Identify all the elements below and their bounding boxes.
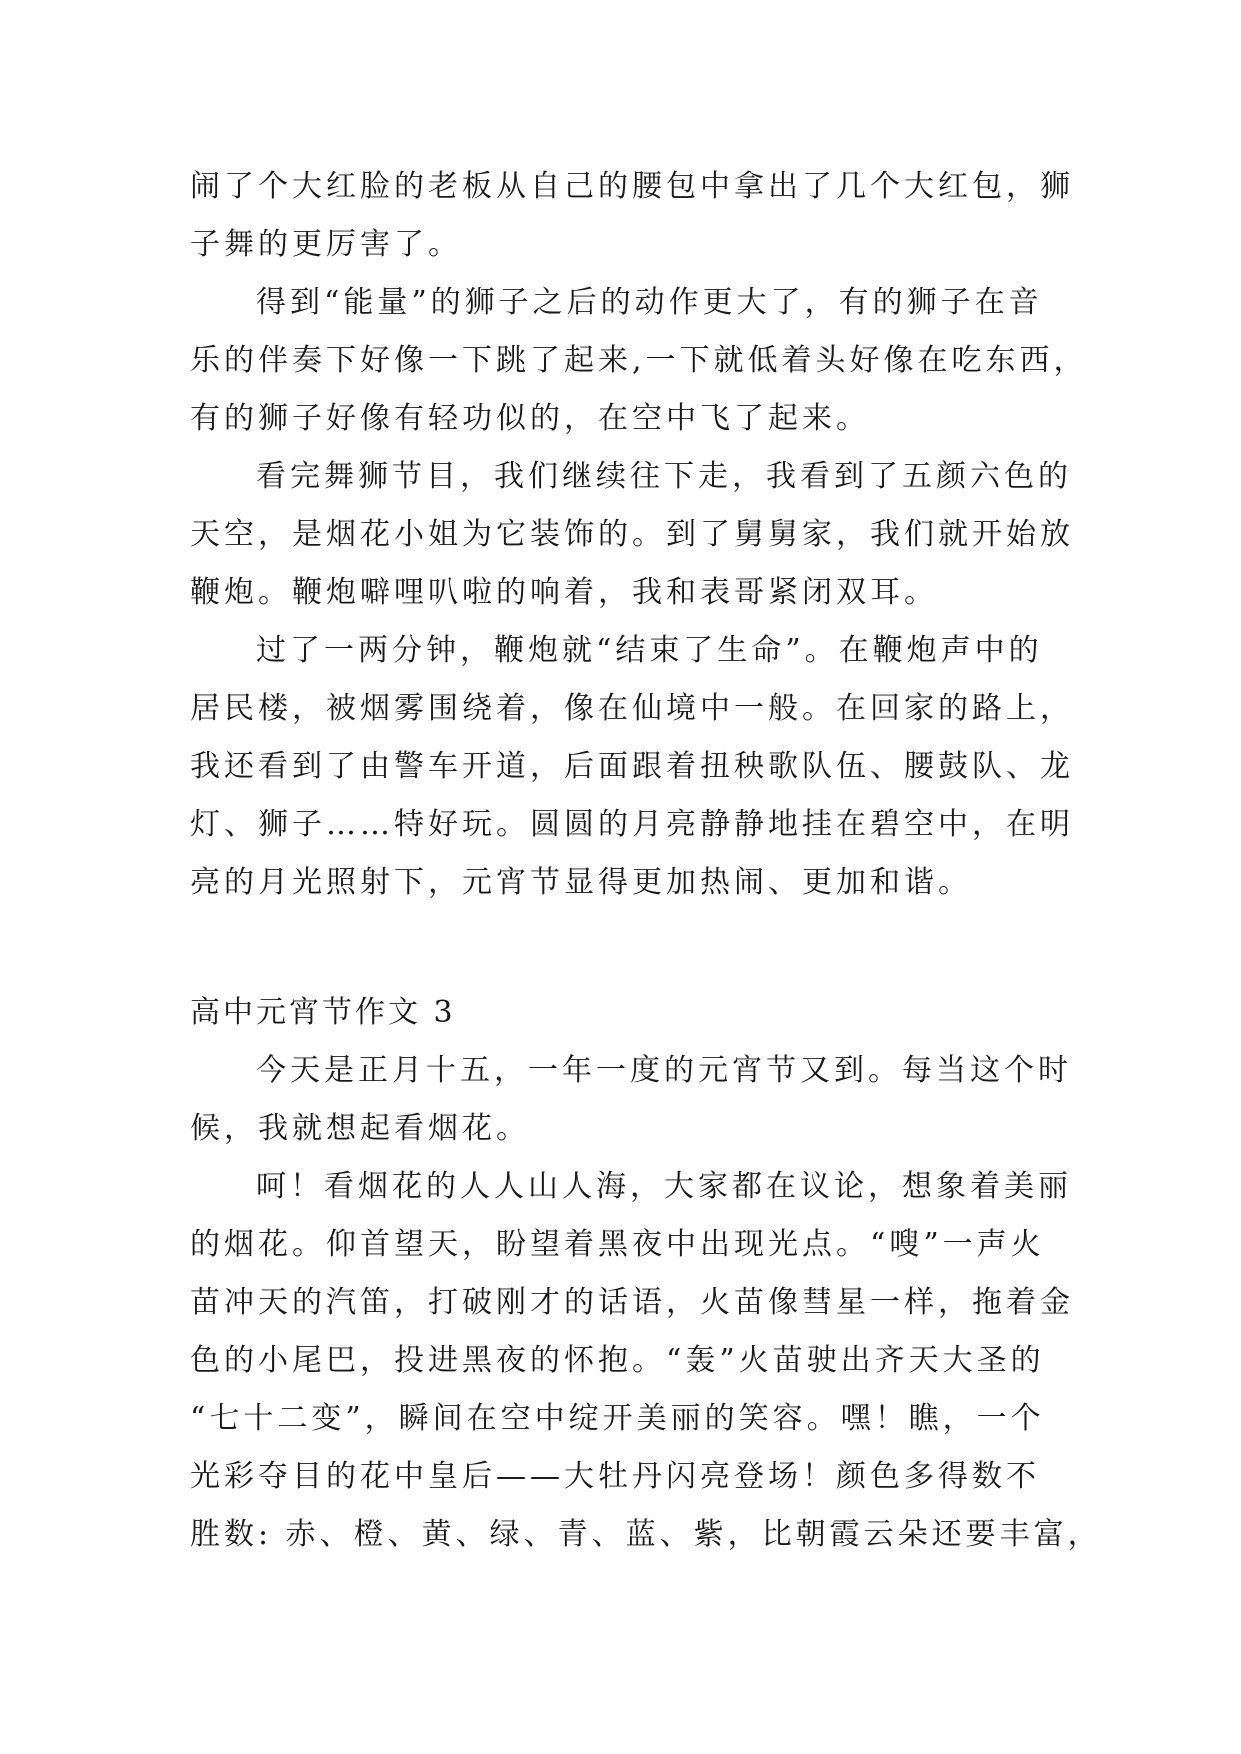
text-line: 的烟花。仰首望天，盼望着黑夜中出现光点。“嗖”一声火 (190, 1227, 1045, 1262)
text-line: 天空，是烟花小姐为它装饰的。到了舅舅家，我们就开始放 (190, 517, 1074, 552)
text-line: 候，我就想起看烟花。 (190, 1111, 530, 1146)
section-gap (190, 912, 1050, 984)
text-line: 有的狮子好像有轻功似的，在空中飞了起来。 (190, 401, 870, 436)
text-line: 得到“能量”的狮子之后的动作更大了，有的狮子在音 (256, 285, 1043, 320)
document-page (190, 158, 1102, 1564)
text-line: 光彩夺目的花中皇后——大牡丹闪亮登场！颜色多得数不 (190, 1459, 1040, 1494)
text-line: 灯、狮子……特好玩。圆圆的月亮静静地挂在碧空中，在明 (190, 807, 1074, 842)
essay-heading: 高中元宵节作文 3 (190, 995, 456, 1030)
text-line: “七十二变”，瞬间在空中绽开美丽的笑容。嘿！瞧，一个 (190, 1401, 1045, 1436)
text-line: 闹了个大红脸的老板从自己的腰包中拿出了几个大红包，狮 (190, 169, 1074, 204)
essay-3 (190, 984, 1102, 1564)
text-line: 胜数: 赤、橙、黄、绿、青、蓝、紫，比朝霞云朵还要丰富， (190, 1517, 1102, 1552)
text-line: 我还看到了由警车开道，后面跟着扭秧歌队伍、腰鼓队、龙 (190, 749, 1074, 784)
paragraph (190, 622, 1074, 912)
text-line: 过了一两分钟，鞭炮就“结束了生命”。在鞭炮声中的 (256, 633, 1043, 668)
paragraph (190, 158, 1074, 274)
text-line: 居民楼，被烟雾围绕着，像在仙境中一般。在回家的路上， (190, 691, 1074, 726)
text-line: 苗冲天的汽笛，打破刚才的话语，火苗像彗星一样，拖着金 (190, 1285, 1074, 1320)
text-line: 色的小尾巴，投进黑夜的怀抱。“轰”火苗驶出齐天大圣的 (190, 1343, 1045, 1378)
essay-continuation (190, 158, 1088, 912)
text-line: 鞭炮。鞭炮噼哩叭啦的响着，我和表哥紧闭双耳。 (190, 575, 938, 610)
text-line: 今天是正月十五，一年一度的元宵节又到。每当这个时 (256, 1053, 1072, 1088)
text-line: 呵！看烟花的人人山人海，大家都在议论，想象着美丽 (256, 1169, 1072, 1204)
text-line: 亮的月光照射下，元宵节显得更加热闹、更加和谐。 (190, 865, 972, 900)
paragraph (190, 1158, 1102, 1564)
essay-body (190, 1042, 1102, 1564)
paragraph (190, 448, 1074, 622)
text-line: 看完舞狮节目，我们继续往下走，我看到了五颜六色的 (256, 459, 1072, 494)
paragraph (190, 1042, 1072, 1158)
text-line: 乐的伴奏下好像一下跳了起来,一下就低着头好像在吃东西， (190, 343, 1088, 378)
paragraph (190, 274, 1088, 448)
text-line: 子舞的更厉害了。 (190, 227, 462, 262)
